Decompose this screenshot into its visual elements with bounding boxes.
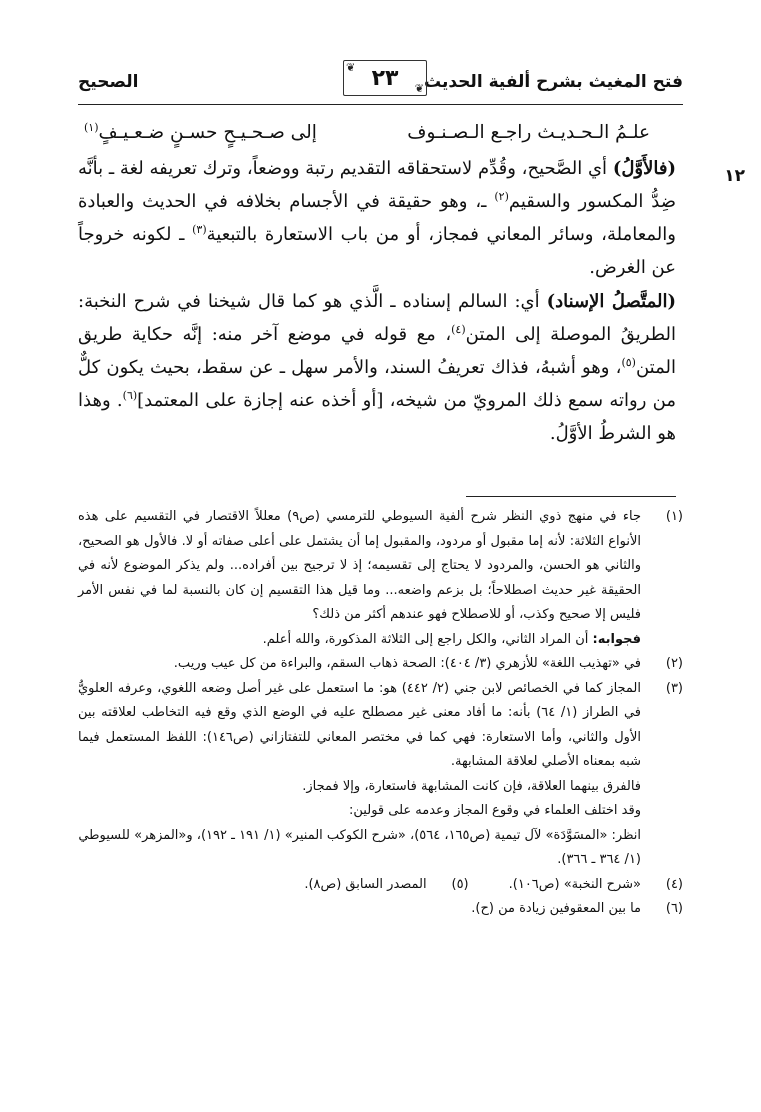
footnote-ref: (٢) bbox=[494, 190, 509, 203]
paragraph-text: أي الصَّحيح، وقُدِّم لاستحقاقه التقديم رتبة ووضعاً، وترك تعريفه لغة ـ بأنَّه ضِدُّ المكسور والسقيم bbox=[78, 158, 676, 212]
book-title: فتح المغيث بشرح ألفية الحديث bbox=[423, 72, 683, 92]
verse-hemistich-right: علـمُ الـحـديـث راجـع الـصـنـوف bbox=[407, 122, 650, 143]
footnote-number: (٥) bbox=[451, 876, 469, 892]
footnote-number: (٢) bbox=[665, 656, 683, 671]
footnote-3-continuation: وقد اختلف العلماء في وقوع المجاز وعدمه على قولين: bbox=[349, 803, 641, 818]
footnote-ref: (٦) bbox=[122, 389, 138, 402]
footnote-text: في «تهذيب اللغة» للأزهري (٣/ ٤٠٤): الصحة ذهاب السقم، والبراءة من كل عيب وريب. bbox=[173, 656, 641, 671]
footnote-row-4-5 bbox=[78, 873, 683, 898]
footnote-text: «شرح النخبة» (ص١٠٦). bbox=[508, 876, 641, 892]
footnote-text bbox=[78, 505, 641, 652]
footnotes bbox=[78, 505, 683, 922]
footnote-text: المجاز كما في الخصائص لابن جني (٢/ ٤٤٢) هو: ما استعمل على غير أصل وضعه اللغوي، وعرفه العلويُّ في الطراز (١/ ٦٤) بأنه: ما أفاد معنى غير مصطلح عليه في الوضع الذي وقع فيه التخاطب لعلاقته بين الأول والثاني، وأما الاستعارة: فهي كما في مختصر المعاني للتفتازاني (ص١٤٦): اللفظ المستعمل فيما شبه بمعناه الأصلي لعلاقة المشابهة. bbox=[78, 680, 642, 769]
footnote-6 bbox=[78, 897, 683, 922]
footnote-5 bbox=[304, 873, 468, 898]
term-isnad: (المتَّصلُ الإسناد) bbox=[546, 291, 677, 312]
header-divider bbox=[78, 104, 683, 105]
footnote-body: جاء في منهج ذوي النظر شرح ألفية السيوطي للترمسي (ص٩) معللاً الاقتصار في التقسيم على هذه الأنواع الثلاثة: لأنه إما مقبول أو مردود، والمقبول إما أن يشتمل على أعلى صفاته أو لا. فالأول هو الصحيح، والثاني هو الحسن، والمردود لا يحتاج إلى تقسيمه؛ إذ لا ترجيح بين أفراده... ولم يذكر الموضوع لأنه في الحقيقة غير حديث اصطلاحاً؛ بل بزعم واضعه... وما قيل هذا التقسيم إن كان بالنسبة لما في نفس الأمر فليس إلا صحيح وكذب، أو للاصطلاح فهو عندهم أكثر من ذلك؟ bbox=[78, 509, 641, 622]
answer-text: أن المراد الثاني، والكل راجع إلى الثلاثة المذكورة، والله أعلم. bbox=[262, 631, 593, 647]
term-sahih: (فالأَوَّلُ) bbox=[612, 158, 676, 179]
paragraph-text: . وهذا هو الشرطُ الأوَّلُ. bbox=[78, 390, 676, 444]
paragraph-text: ، مع قوله في موضع آخر منه: إنَّه حكاية طريق المتن bbox=[78, 324, 676, 378]
footnote-number: (٣) bbox=[665, 680, 683, 696]
footnote-ref: (٥) bbox=[621, 356, 636, 369]
page-number: ٢٣ bbox=[371, 65, 399, 91]
footnote-number: (١) bbox=[665, 509, 683, 524]
footnote-4 bbox=[509, 873, 683, 898]
paragraph-isnad bbox=[78, 285, 676, 450]
paragraph-text: ـ لكونه خروجاً عن الغرض. bbox=[78, 224, 676, 278]
answer-label: فجوابه: bbox=[592, 631, 641, 647]
footnote-ref: (٣) bbox=[192, 223, 207, 236]
margin-number: ١٢ bbox=[724, 166, 745, 186]
paragraph-text: ، وهو أشبهُ، فذاك تعريفُ السند، والأمر سهل ـ عن سقط، بحيث يكون كلٌّ من رواته سمع ذلك المرويّ من شيخه، [أو أخذه عنه إجازة على المعتمد] bbox=[78, 357, 677, 411]
footnote-2 bbox=[78, 652, 683, 677]
footnote-3-continuation: فالفرق بينهما العلاقة، فإن كانت المشابهة فاستعارة، وإلا فمجاز. bbox=[302, 778, 641, 794]
verse-line bbox=[78, 116, 676, 149]
footnote-ref: (١) bbox=[84, 120, 99, 134]
verse-hemistich-left: إلى صـحـيـحٍ حسـنٍ ضـعـيـفٍ bbox=[98, 122, 317, 143]
footnote-number: (٤) bbox=[665, 876, 683, 892]
footnote-3-references: انظر: «المسَوَّدَة» لآل تيمية (ص١٦٥، ٥٦٤)، «شرح الكوكب المنير» (١/ ١٩١ ـ ١٩٢)، و«المزهر» للسيوطي (١/ ٣٦٤ ـ ٣٦٦). bbox=[78, 827, 641, 867]
footnote-ref: (٤) bbox=[451, 323, 466, 336]
footnote-divider bbox=[466, 496, 676, 497]
paragraph-text: ـ، وهو حقيقة في الأجسام بخلافه في الحديث والعبادة والمعاملة، وسائر المعاني فمجاز، أو من باب الاستعارة بالتبعية bbox=[78, 191, 676, 245]
ornament-icon: ❦ bbox=[414, 82, 424, 95]
verse-hemistich-left-wrap bbox=[84, 116, 317, 149]
main-text bbox=[78, 116, 676, 450]
ornament-icon: ❦ bbox=[346, 61, 356, 74]
footnote-1 bbox=[78, 505, 683, 652]
page-number-frame bbox=[343, 60, 427, 96]
paragraph-sahih bbox=[78, 152, 676, 284]
footnote-number: (٦) bbox=[665, 901, 683, 916]
footnote-3 bbox=[78, 677, 683, 775]
paragraph-text: أي: السالم إسناده ـ الَّذي هو كما قال شيخنا في شرح النخبة: الطريقُ الموصلة إلى المتن bbox=[78, 291, 676, 345]
running-header bbox=[78, 61, 683, 104]
section-title: الصحيح bbox=[78, 72, 139, 92]
footnote-text: ما بين المعقوفين زيادة من (ح). bbox=[471, 901, 641, 916]
footnote-text: المصدر السابق (ص٨). bbox=[304, 876, 427, 892]
